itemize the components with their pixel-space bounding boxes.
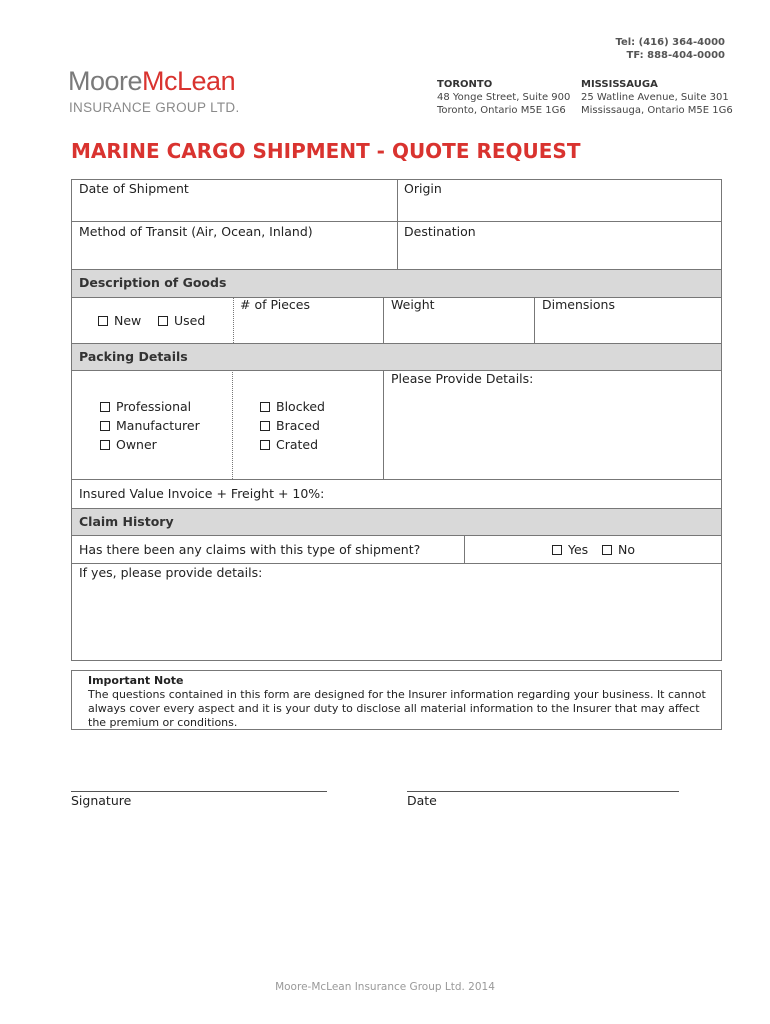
checkbox-icon[interactable] [98,316,108,326]
blocked-checkbox[interactable]: Blocked [260,399,325,414]
checkbox-icon[interactable] [100,440,110,450]
date-of-shipment-field[interactable]: Date of Shipment [79,181,189,196]
office-toronto [437,78,570,117]
insured-value-field[interactable]: Insured Value Invoice + Freight + 10%: [79,486,325,501]
logo-subtitle: INSURANCE GROUP LTD. [69,100,240,115]
pieces-field[interactable]: # of Pieces [240,297,310,312]
important-note-title: Important Note [88,674,184,687]
office-address: 48 Yonge Street, Suite 900 [437,92,571,103]
dimensions-field[interactable]: Dimensions [542,297,615,312]
method-of-transit-field[interactable]: Method of Transit (Air, Ocean, Inland) [79,224,313,239]
crated-checkbox[interactable]: Crated [260,437,318,452]
signature-label: Signature [71,793,132,808]
footer-text: Moore-McLean Insurance Group Ltd. 2014 [275,981,495,993]
office-city-line: Mississauga, Ontario M5E 1G6 [581,105,733,116]
office-city-line: Toronto, Ontario M5E 1G6 [437,105,566,116]
signature-line[interactable] [71,791,327,792]
packing-details-heading: Packing Details [79,349,188,364]
office-city: MISSISSAUGA [581,79,658,90]
checkbox-icon[interactable] [100,421,110,431]
checkbox-icon[interactable] [260,421,270,431]
destination-field[interactable]: Destination [404,224,476,239]
used-checkbox[interactable]: Used [158,313,205,328]
professional-checkbox[interactable]: Professional [100,399,191,414]
claim-history-heading: Claim History [79,514,174,529]
no-checkbox[interactable]: No [602,542,635,557]
date-label: Date [407,793,437,808]
office-mississauga [581,78,733,117]
important-note [71,670,722,730]
weight-field[interactable]: Weight [391,297,435,312]
page-title: MARINE CARGO SHIPMENT - QUOTE REQUEST [71,139,581,163]
contact-info [615,36,725,62]
quote-form [71,179,722,661]
braced-checkbox[interactable]: Braced [260,418,320,433]
description-of-goods-heading: Description of Goods [79,275,227,290]
office-city: TORONTO [437,79,493,90]
logo-mclean: McLean [142,66,236,96]
checkbox-icon[interactable] [260,440,270,450]
checkbox-icon[interactable] [260,402,270,412]
date-line[interactable] [407,791,679,792]
checkbox-icon[interactable] [602,545,612,555]
toll-free: TF: 888-404-0000 [626,50,725,61]
manufacturer-checkbox[interactable]: Manufacturer [100,418,200,433]
claim-details-field[interactable]: If yes, please provide details: [79,565,263,580]
yes-checkbox[interactable]: Yes [552,542,588,557]
checkbox-icon[interactable] [100,402,110,412]
important-note-text: The questions contained in this form are designed for the Insurer information regarding your business. It cannot always cover every aspect and it is your duty to disclose all material information to the Insurer that may affect the premium or conditions. [88,688,706,729]
packing-details-field[interactable]: Please Provide Details: [391,371,534,386]
checkbox-icon[interactable] [552,545,562,555]
owner-checkbox[interactable]: Owner [100,437,157,452]
telephone: Tel: (416) 364-4000 [615,37,725,48]
company-logo [68,66,235,97]
office-address: 25 Watline Avenue, Suite 301 [581,92,729,103]
origin-field[interactable]: Origin [404,181,442,196]
claims-question: Has there been any claims with this type of shipment? [79,542,421,557]
logo-moore: Moore [68,66,143,96]
new-checkbox[interactable]: New [98,313,141,328]
checkbox-icon[interactable] [158,316,168,326]
